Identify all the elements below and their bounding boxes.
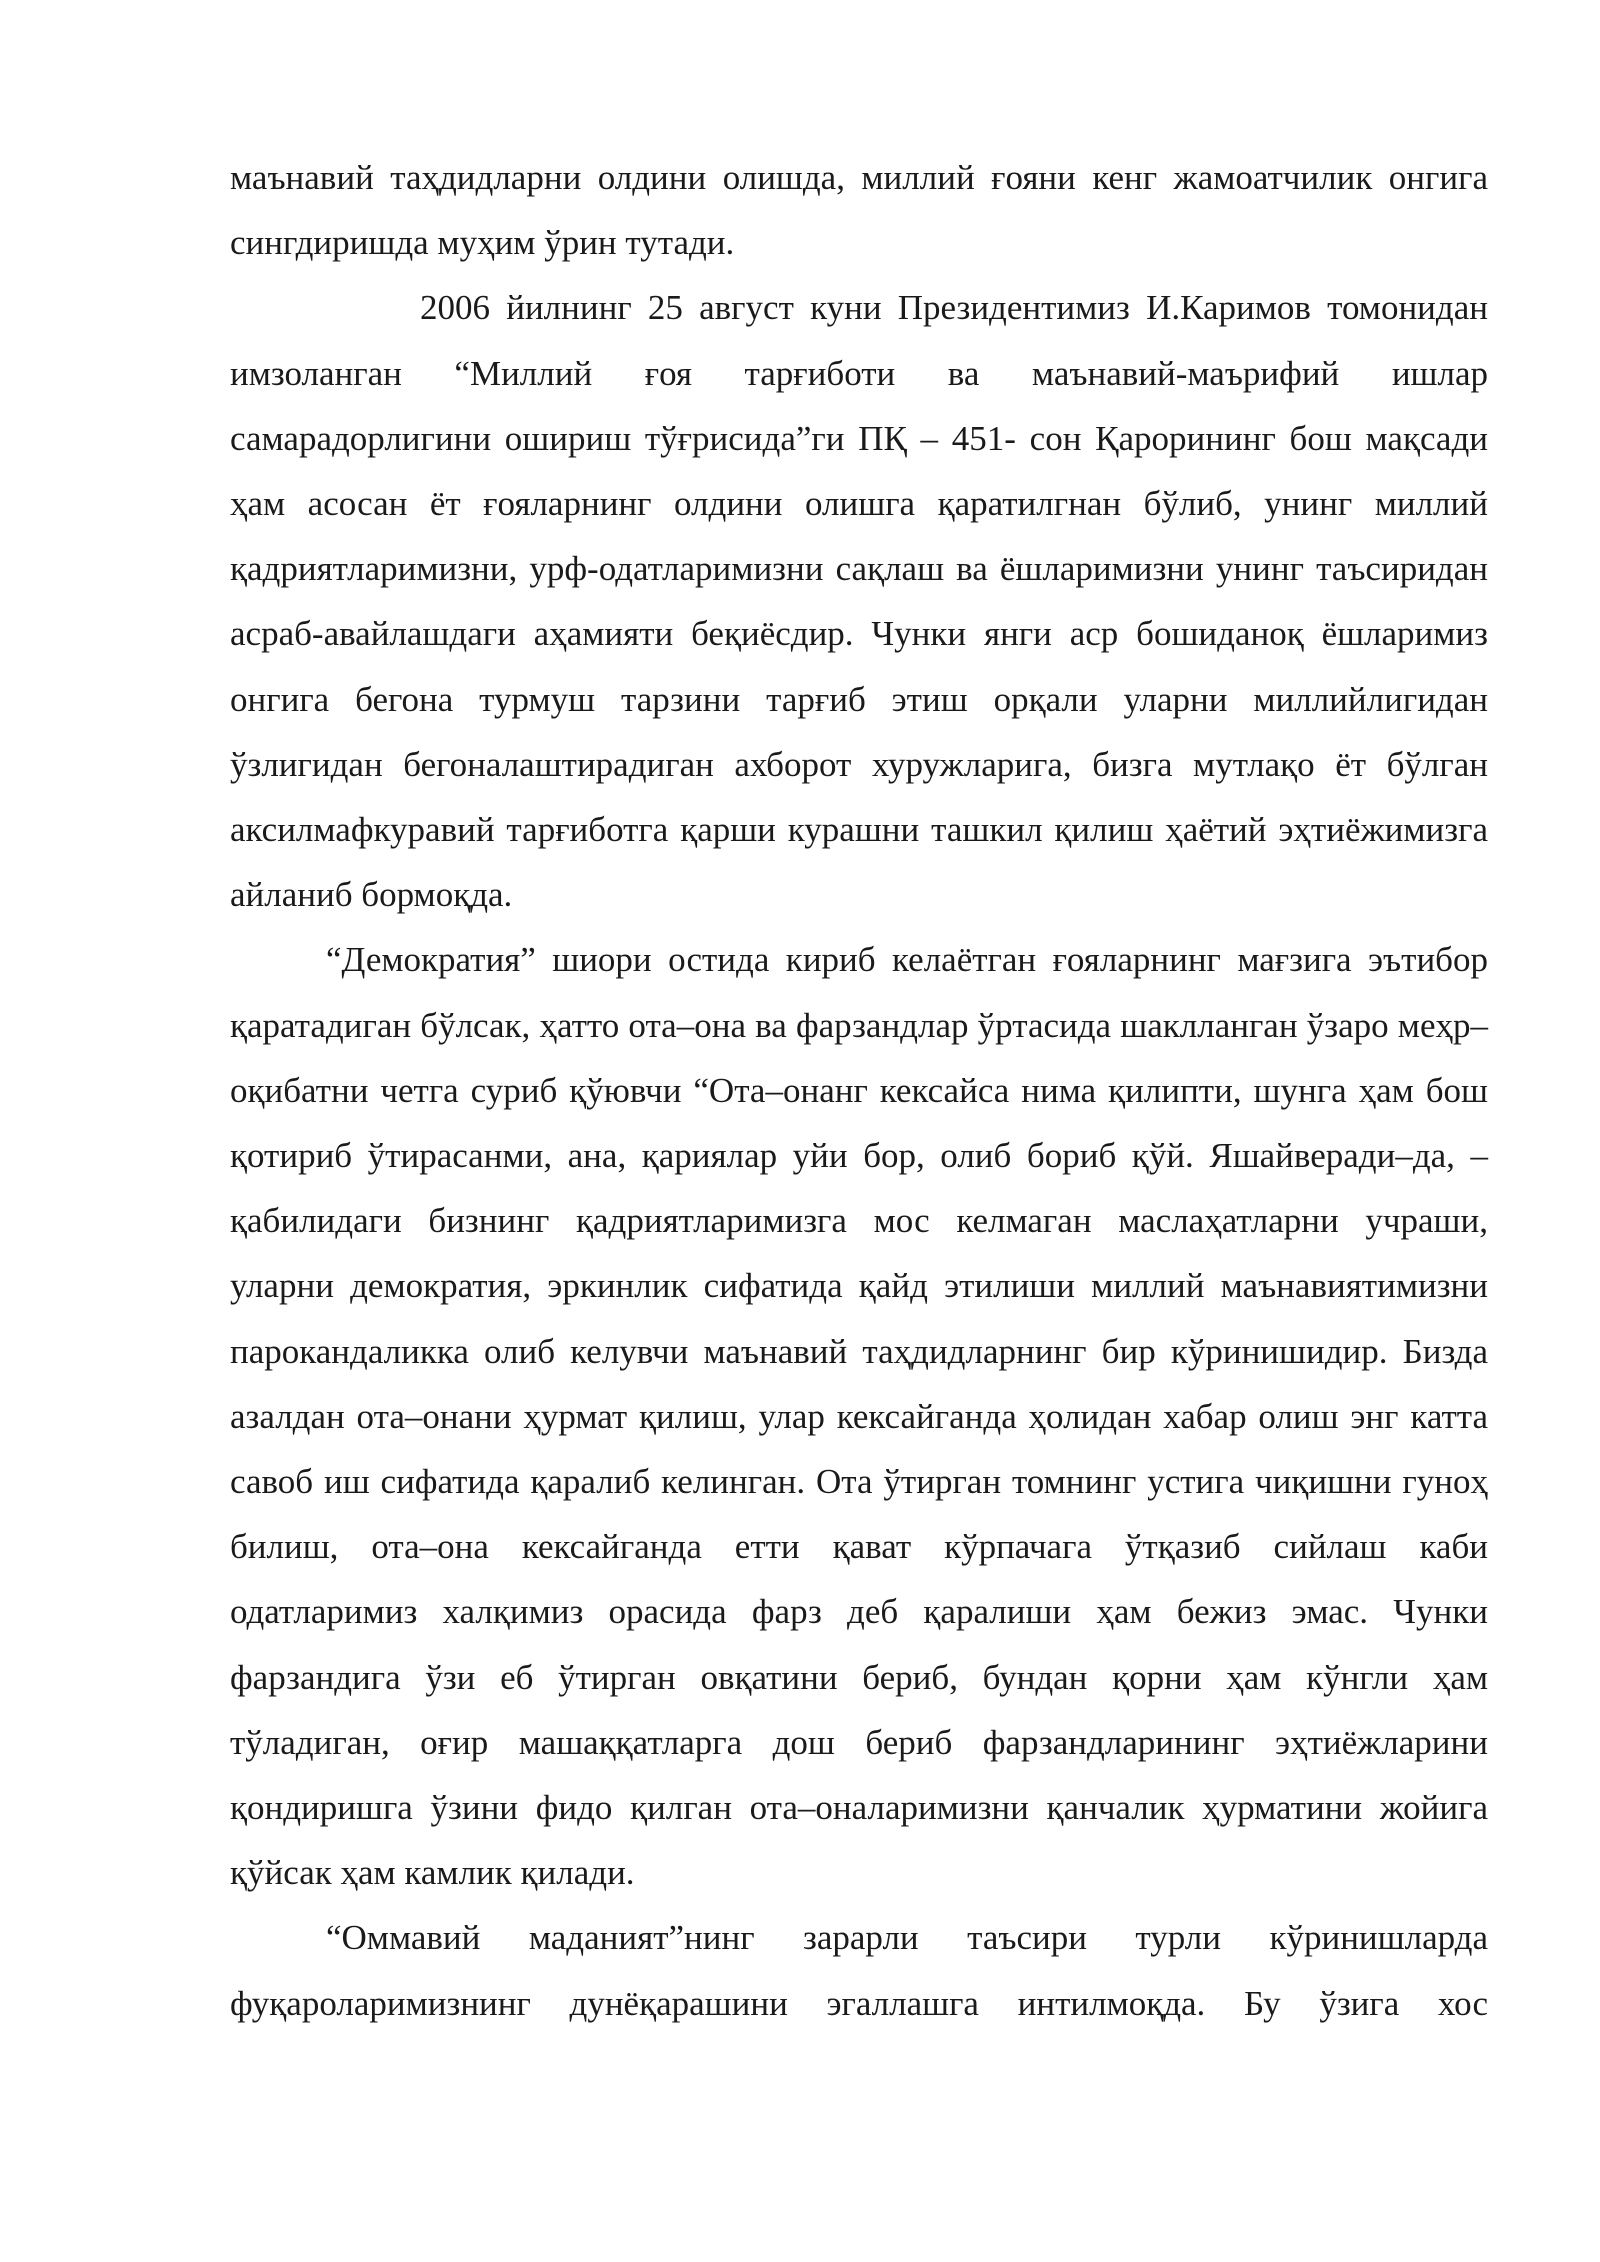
- paragraph-democracy: “Демократия” шиори остида кириб келаётган ғояларнинг мағзига эътибор қаратадиган бўлсак, ҳатто ота–она ва фарзандлар ўртасида шаклланган ўзаро меҳр–оқибатни четга суриб қўювчи “Ота–онанг кексайса нима қилипти, шунга ҳам бош қотириб ўтирасанми, ана, қариялар уйи бор, олиб бориб қўй. Яшайверади–да, – қабилидаги бизнинг қадриятларимизга мос келмаган маслаҳатларни учраши, уларни демократия, эркинлик сифатида қайд этилиши миллий маънавиятимизни парокандаликка олиб келувчи маънавий таҳдидларнинг бир кўринишидир. Бизда азалдан ота–онани ҳурмат қилиш, улар кексайганда ҳолидан хабар олиш энг катта савоб иш сифатида қаралиб келинган. Ота ўтирган томнинг устига чиқишни гуноҳ билиш, ота–она кексайганда етти қават кўрпачага ўтқазиб сийлаш каби одатларимиз халқимиз орасида фарз деб қаралиши ҳам бежиз эмас. Чунки фарзандига ўзи еб ўтирган овқатини бериб, бундан қорни ҳам кўнгли ҳам тўладиган, оғир машаққатларга дош бериб фарзандларининг эҳтиёжларини қондиришга ўзини фидо қилган ота–оналаримизни қанчалик ҳурматини жойига қўйсак ҳам камлик қилади.: [230, 940, 1488, 1893]
- document-body: [230, 145, 1488, 2036]
- paragraph-resolution: 2006 йилнинг 25 август куни Президентимиз И.Каримов томонидан имзоланган “Миллий ғоя тарғиботи ва маънавий-маърифий ишлар самарадорлигини ошириш тўғрисида”ги ПҚ – 451- сон Қарорининг бош мақсади ҳам асосан ёт ғояларнинг олдини олишга қаратилгнан бўлиб, унинг миллий қадриятларимизни, урф-одатларимизни сақлаш ва ёшларимизни унинг таъсиридан асраб-авайлашдаги аҳамияти беқиёсдир. Чунки янги аср бошиданоқ ёшларимиз онгига бегона турмуш тарзини тарғиб этиш орқали уларни миллийлигидан ўзлигидан бегоналаштирадиган ахборот хуружларига, бизга мутлақо ёт бўлган аксилмафкуравий тарғиботга қарши курашни ташкил қилиш ҳаётий эҳтиёжимизга айланиб бормоқда.: [230, 288, 1488, 915]
- paragraph-continuation: маънавий таҳдидларни олдини олишда, миллий ғояни кенг жамоатчилик онгига сингдиришда муҳим ўрин тутади.: [230, 158, 1488, 263]
- paragraph-mass-culture: “Оммавий маданият”нинг зарарли таъсири турли кўринишларда фуқароларимизнинг дунёқарашини эгаллашга интилмоқда. Бу ўзига хос: [230, 1918, 1488, 2023]
